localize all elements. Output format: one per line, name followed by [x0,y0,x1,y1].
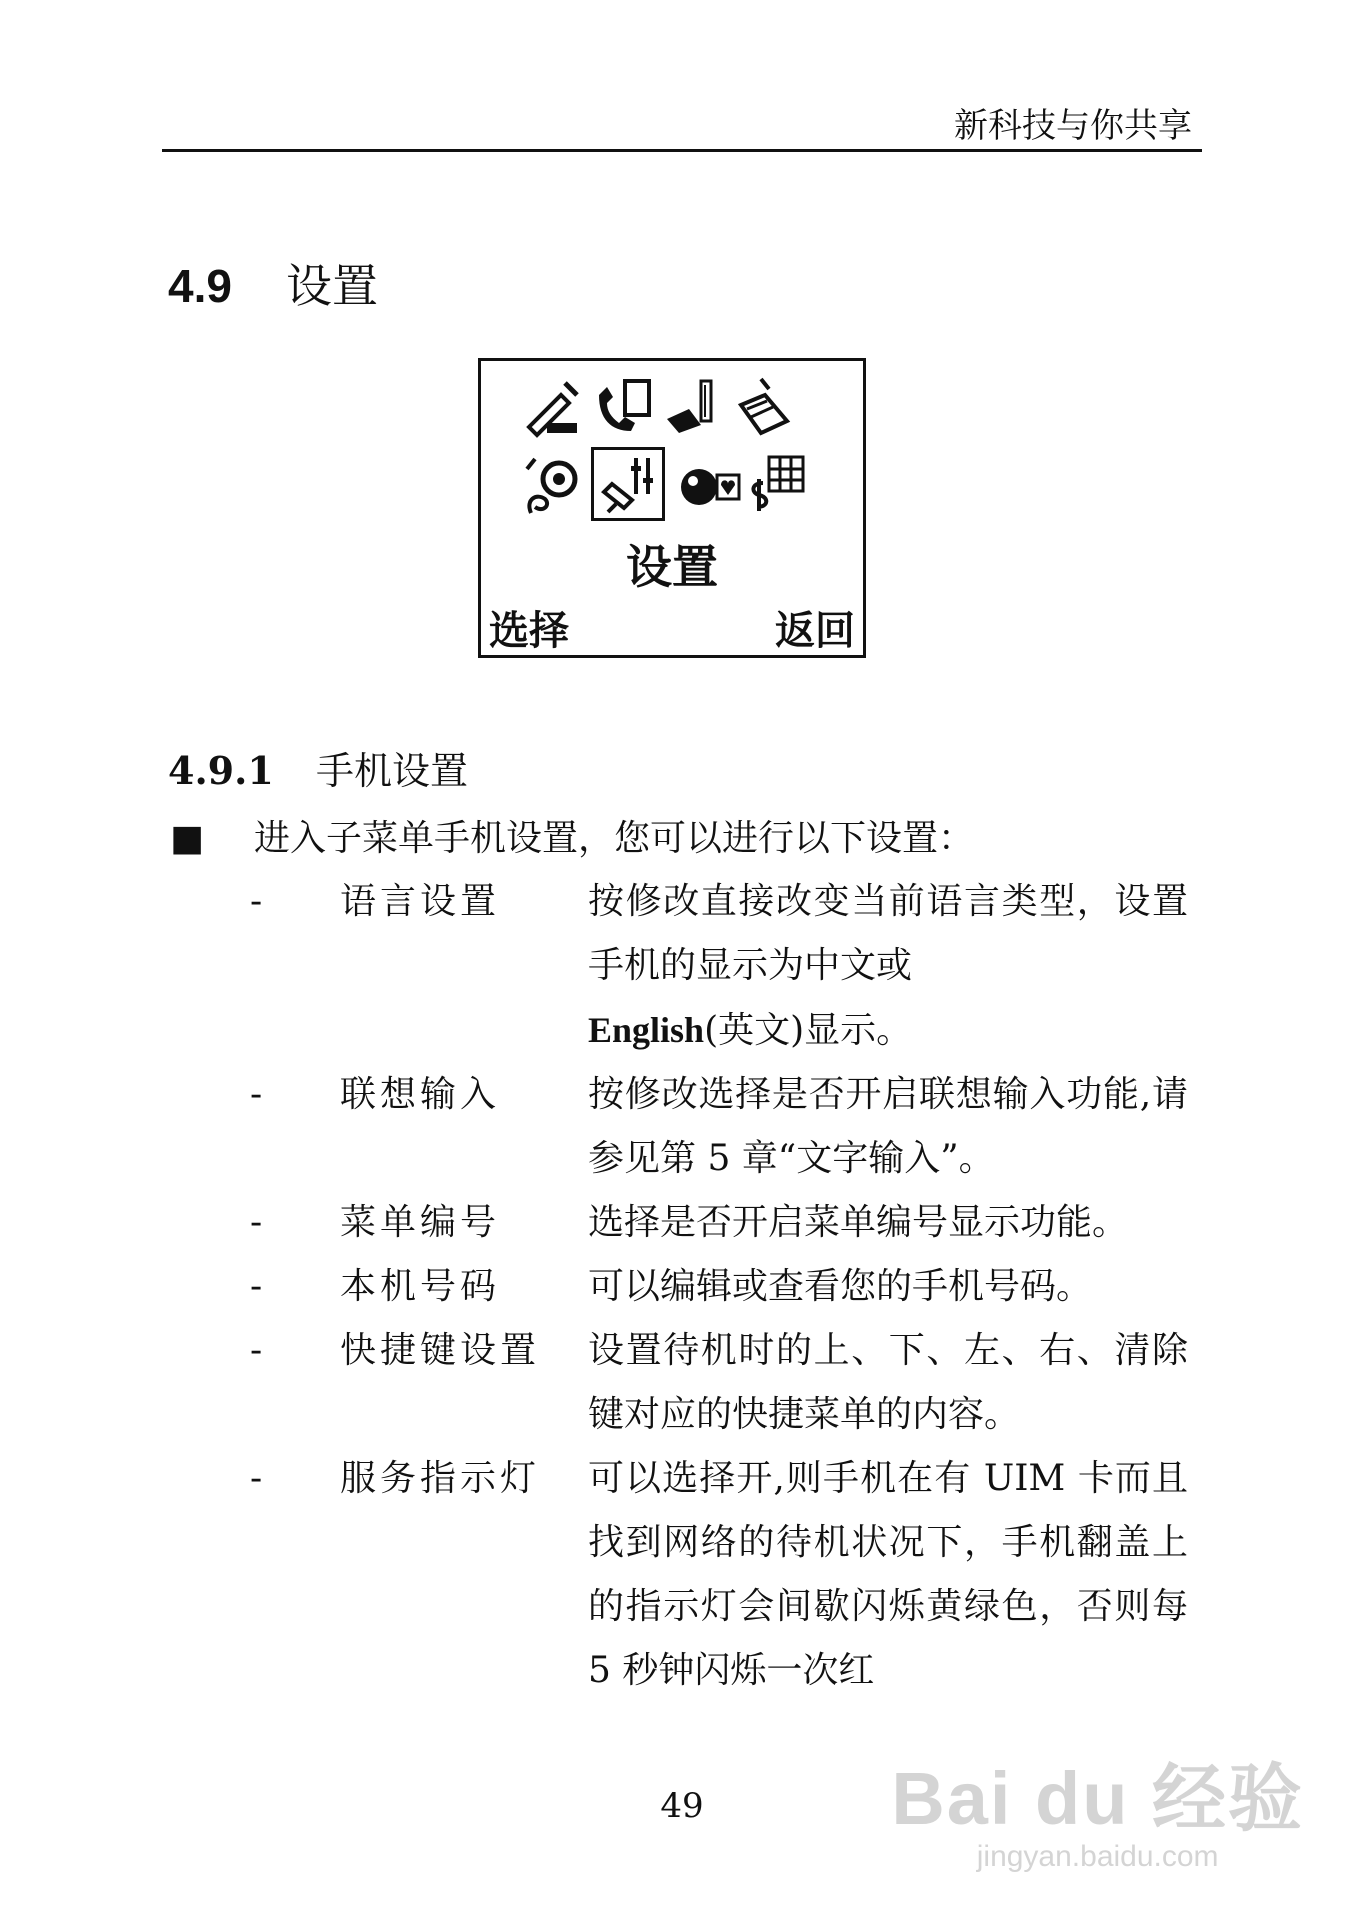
section-heading [168,250,378,316]
square-bullet-icon: ■ [170,818,205,859]
settings-sliders-icon[interactable] [591,447,665,521]
dial-swirl-icon [521,453,585,517]
watermark-logo: Bai du 经验 [891,1757,1304,1840]
list-item [250,1319,1190,1447]
watermark [891,1740,1304,1874]
subsection-title: 手机设置 [316,749,469,793]
list-item [250,1447,1190,1703]
item-dash: - [250,1074,263,1115]
ball-heart-icon [677,453,741,517]
item-dash: - [250,881,263,922]
envelope-pen-icon [521,375,585,439]
item-dash: - [250,1330,263,1371]
hand-pen-icon [661,375,725,439]
section-title: 设置 [286,259,378,313]
select-softkey[interactable]: 选择 [489,608,569,654]
item-desc: 可以选择开,则手机在有 UIM 卡而且找到网络的待机状况下，手机翻盖上的指示灯会间歇闪烁黄绿色，否则每 5 秒钟闪烁一次红 [588,1458,1188,1691]
item-name: 快捷键设置 [340,1330,541,1371]
item-desc-part: (英文)显示。 [704,1010,913,1051]
item-desc [588,870,1188,1063]
item-desc-part: 按修改直接改变当前语言类型，设置手机的显示为中文或 [588,881,1188,986]
item-desc-english: English [588,1010,705,1050]
watermark-url: jingyan.baidu.com [976,1840,1219,1873]
list-item [250,1191,1190,1255]
item-desc: 按修改选择是否开启联想输入功能,请参见第 5 章“文字输入”。 [588,1074,1188,1179]
item-name: 服务指示灯 [340,1458,541,1499]
item-name: 菜单编号 [340,1202,501,1243]
subsection-number: 4.9.1 [168,748,274,793]
dollar-grid-icon [743,449,807,513]
settings-list [250,870,1190,1703]
item-name: 本机号码 [340,1266,501,1307]
phone-screen [478,358,866,658]
intro-text: 进入子菜单手机设置，您可以进行以下设置： [254,818,975,859]
section-number: 4.9 [168,260,232,312]
subsection-heading [168,740,468,795]
item-desc: 选择是否开启菜单编号显示功能。 [588,1202,1129,1243]
calendar-pen-icon [731,375,795,439]
item-name: 语言设置 [340,881,501,922]
screen-title: 设置 [626,540,718,594]
list-item [250,870,1190,1063]
phone-card-icon [591,375,655,439]
item-dash: - [250,1202,263,1243]
back-softkey[interactable]: 返回 [775,608,855,654]
list-item [250,1063,1190,1191]
item-dash: - [250,1266,263,1307]
list-item [250,1255,1190,1319]
item-dash: - [250,1458,263,1499]
item-desc: 设置待机时的上、下、左、右、清除键对应的快捷菜单的内容。 [588,1330,1188,1435]
item-desc: 可以编辑或查看您的手机号码。 [588,1266,1093,1307]
item-name: 联想输入 [340,1074,501,1115]
page-header-text: 新科技与你共享 [954,106,1192,146]
header-rule [162,149,1202,152]
intro-line [170,810,974,861]
page-number: 49 [660,1786,704,1826]
